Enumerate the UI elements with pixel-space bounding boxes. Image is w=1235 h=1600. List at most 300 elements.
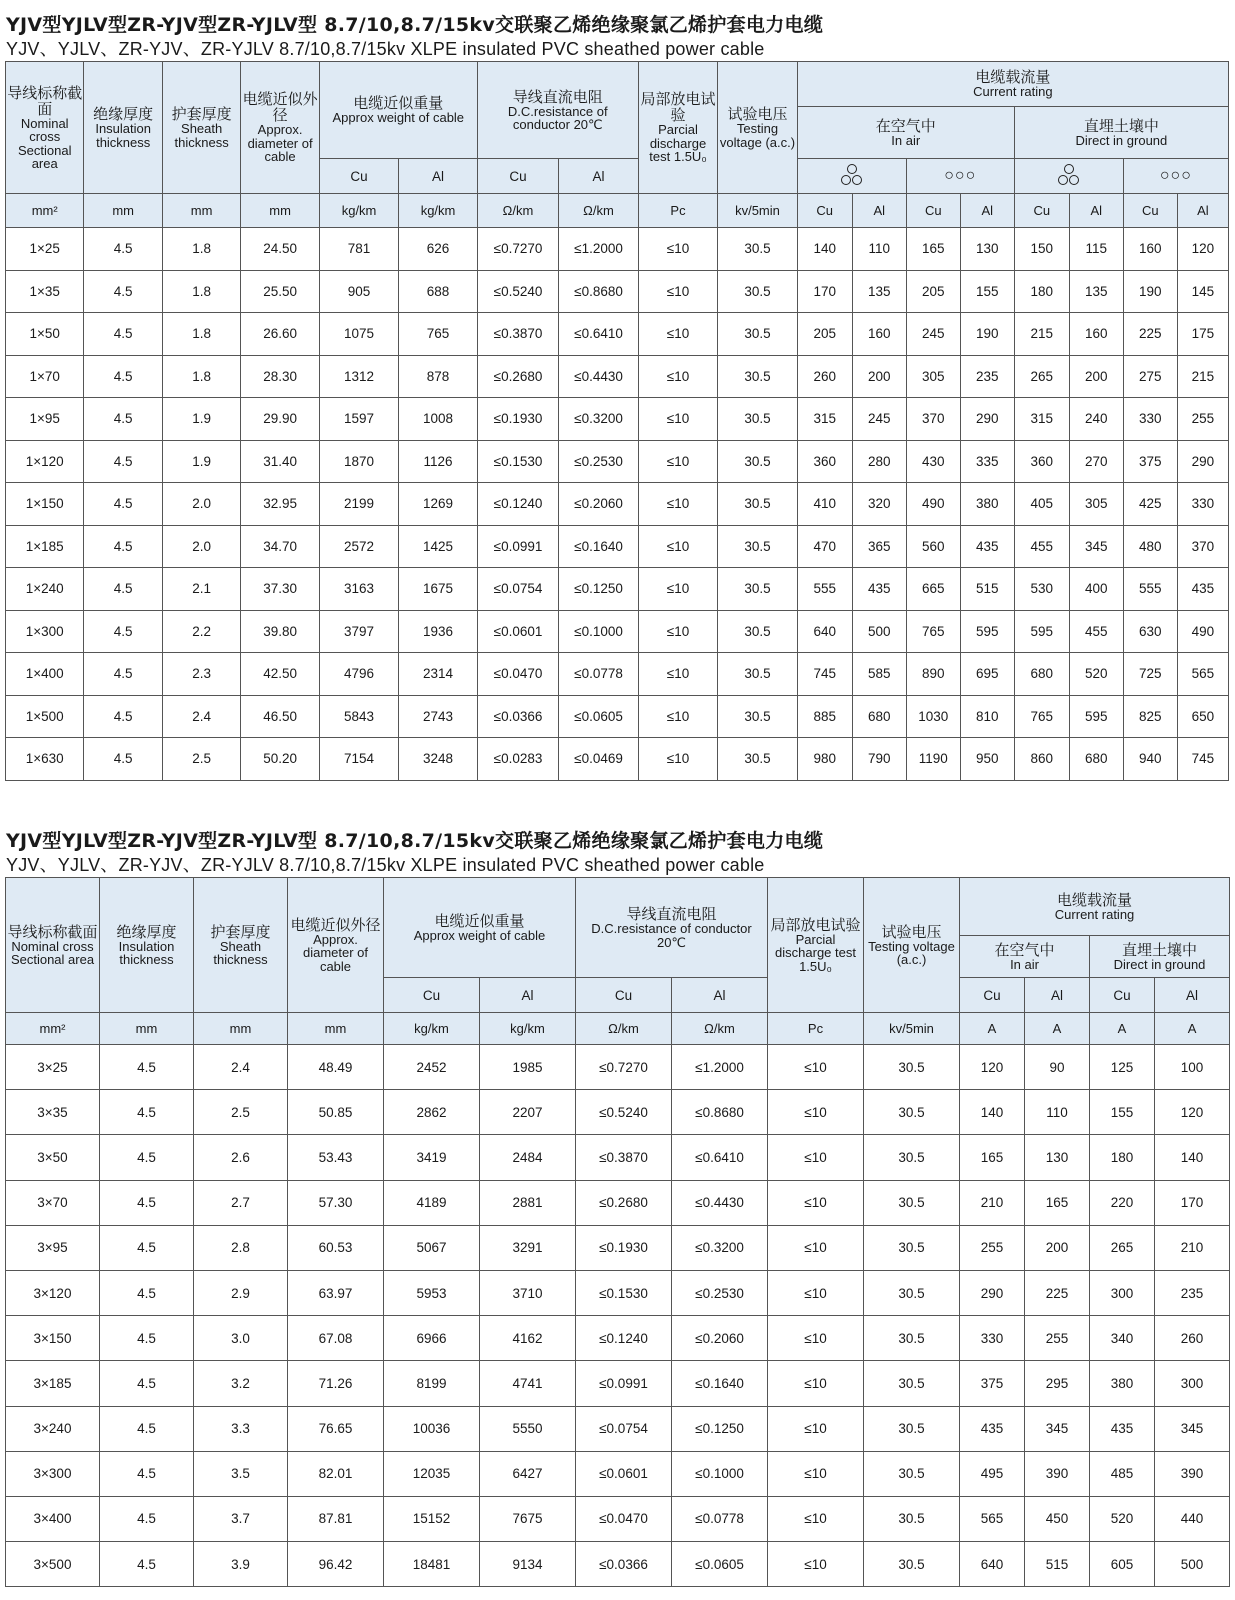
table-row [6,1225,1230,1270]
table-cell: ≤0.0754 [477,568,559,611]
table-cell: 1126 [399,440,477,483]
table-cell: 130 [1025,1135,1090,1180]
table-cell: 210 [960,1180,1025,1225]
table-cell: 315 [1014,398,1069,441]
table-cell: 29.90 [241,398,319,441]
table-cell: ≤10 [638,270,717,313]
single-core-cable-table [5,61,1229,781]
table-cell: 1597 [319,398,398,441]
table-cell: 3291 [480,1225,576,1270]
table-cell: 3.7 [194,1496,288,1541]
table-cell: 4189 [384,1180,480,1225]
table-cell: 878 [399,355,477,398]
table-cell: ≤0.2060 [559,483,639,526]
table-cell: 4.5 [84,525,162,568]
table-cell: 190 [1123,270,1177,313]
table-cell: ≤0.1640 [672,1361,768,1406]
table-cell: ≤10 [768,1316,864,1361]
table-cell: 560 [906,525,960,568]
table-cell: 745 [797,653,852,696]
table-cell: 10036 [384,1406,480,1451]
table-cell: 130 [960,228,1014,271]
table-cell: 1312 [319,355,398,398]
table-cell: 110 [1025,1090,1090,1135]
table-cell: 1×150 [6,483,84,526]
table-cell: 190 [960,313,1014,356]
table-cell: 7675 [480,1496,576,1541]
unit-cell: Al [1177,194,1228,228]
table-cell: 115 [1069,228,1123,271]
table-cell: 4.5 [100,1090,194,1135]
table-cell: ≤0.0470 [576,1496,672,1541]
table-cell: 1×240 [6,568,84,611]
table-cell: 30.5 [864,1225,960,1270]
table-cell: 180 [1014,270,1069,313]
table-cell: 245 [906,313,960,356]
table-cell: 280 [852,440,906,483]
table-cell: 1×50 [6,313,84,356]
table-cell: 4.5 [84,355,162,398]
table-cell: ≤0.5240 [477,270,559,313]
unit-cell: kg/km [399,194,477,228]
table-cell: 30.5 [864,1316,960,1361]
table-cell: ≤0.2530 [559,440,639,483]
table-cell: 390 [1025,1451,1090,1496]
table-cell: 1030 [906,695,960,738]
flat-air-icon: ○○○ [906,159,1014,194]
header-res-cu: Cu [477,159,559,194]
unit-cell: mm [288,1013,384,1045]
table-cell: 500 [852,610,906,653]
header-weight-cu: Cu [384,978,480,1013]
table-cell: ≤0.2060 [672,1316,768,1361]
table-row [6,738,1229,781]
table-cell: 695 [960,653,1014,696]
unit-cell: Al [852,194,906,228]
table-cell: 4162 [480,1316,576,1361]
table-cell: ≤10 [638,313,717,356]
table-cell: 30.5 [718,610,797,653]
table-cell: 490 [1177,610,1228,653]
table-cell: 980 [797,738,852,781]
table-cell: 30.5 [718,355,797,398]
table-cell: 1×630 [6,738,84,781]
table-cell: 30.5 [864,1270,960,1315]
table-cell: 220 [1090,1180,1155,1225]
unit-cell: Ω/km [477,194,559,228]
table-cell: 745 [1177,738,1228,781]
table-cell: 50.20 [241,738,319,781]
table-cell: 265 [1014,355,1069,398]
table-cell: 290 [960,1270,1025,1315]
table-cell: 3×240 [6,1406,100,1451]
table-cell: 3.0 [194,1316,288,1361]
table-cell: 215 [1014,313,1069,356]
table-cell: 5067 [384,1225,480,1270]
table-cell: 480 [1123,525,1177,568]
section2-title-en: YJV、YJLV、ZR-YJV、ZR-YJLV 8.7/10,8.7/15kv XLPE insulated PVC sheathed power cable [6,855,765,875]
table-cell: 160 [852,313,906,356]
table-cell: 1985 [480,1045,576,1090]
table-cell: 2.4 [162,695,240,738]
table-row [6,1180,1230,1225]
table-cell: 765 [1014,695,1069,738]
table-cell: 1×500 [6,695,84,738]
table-cell: 435 [960,525,1014,568]
table-cell: ≤0.1250 [559,568,639,611]
table-cell: 3×185 [6,1361,100,1406]
table-cell: 30.5 [718,398,797,441]
table-cell: 110 [852,228,906,271]
table-cell: 781 [319,228,398,271]
table-cell: 2.5 [162,738,240,781]
table-cell: 180 [1090,1135,1155,1180]
unit-cell: Pc [638,194,717,228]
table-cell: ≤10 [768,1406,864,1451]
table-cell: 450 [1025,1496,1090,1541]
header-insulation: 绝缘厚度 Insulation thickness [84,62,162,194]
unit-cell: Ω/km [672,1013,768,1045]
table-cell: 30.5 [864,1135,960,1180]
header-res-al: Al [672,978,768,1013]
table-cell: ≤10 [768,1496,864,1541]
table-cell: 790 [852,738,906,781]
table-cell: ≤10 [638,568,717,611]
table-row [6,1090,1230,1135]
table-cell: 9134 [480,1542,576,1587]
table-cell: ≤0.3870 [477,313,559,356]
header-current-rating: 电缆载流量 Current rating [960,878,1230,936]
table-cell: ≤1.2000 [559,228,639,271]
table-cell: ≤0.7270 [576,1045,672,1090]
table-cell: 34.70 [241,525,319,568]
table-cell: 30.5 [864,1406,960,1451]
table-cell: ≤0.1240 [477,483,559,526]
table-cell: 4.5 [84,440,162,483]
table-cell: 2572 [319,525,398,568]
table-cell: 1×120 [6,440,84,483]
table-cell: 380 [960,483,1014,526]
header-ground-cu: Cu [1090,978,1155,1013]
header-testing-voltage: 试验电压 Testing voltage (a.c.) [864,878,960,1013]
unit-cell: Ω/km [576,1013,672,1045]
table-cell: 390 [1155,1451,1230,1496]
header-in-ground: 直埋土壤中 Direct in ground [1014,107,1228,159]
table-cell: 30.5 [864,1496,960,1541]
table-cell: ≤10 [768,1542,864,1587]
table-cell: 3419 [384,1135,480,1180]
table-row [6,1406,1230,1451]
table-cell: 2484 [480,1135,576,1180]
table-cell: 225 [1025,1270,1090,1315]
table-cell: 4.5 [100,1542,194,1587]
table-cell: 39.80 [241,610,319,653]
table-cell: ≤0.0469 [559,738,639,781]
table-cell: 4.5 [100,1316,194,1361]
table-cell: 8199 [384,1361,480,1406]
table-cell: 255 [1177,398,1228,441]
table-cell: 1.8 [162,355,240,398]
table-cell: 53.43 [288,1135,384,1180]
table-cell: 2.2 [162,610,240,653]
table-cell: 4741 [480,1361,576,1406]
header-diameter: 电缆近似外径 Approx. diameter of cable [241,62,319,194]
table-row [6,355,1229,398]
table-cell: 345 [1025,1406,1090,1451]
table-cell: 205 [906,270,960,313]
table-cell: 4.5 [100,1496,194,1541]
table-cell: ≤0.7270 [477,228,559,271]
unit-cell: kg/km [480,1013,576,1045]
table-cell: 515 [1025,1542,1090,1587]
table-cell: 225 [1123,313,1177,356]
table-cell: 31.40 [241,440,319,483]
table-row [6,1451,1230,1496]
table-row [6,1316,1230,1361]
table-row [6,610,1229,653]
table-cell: 1269 [399,483,477,526]
table-cell: 18481 [384,1542,480,1587]
table-cell: 585 [852,653,906,696]
table-cell: 2.6 [194,1135,288,1180]
table-cell: ≤10 [638,695,717,738]
table-cell: 295 [1025,1361,1090,1406]
header-ground-al: Al [1155,978,1230,1013]
table-cell: ≤0.1530 [477,440,559,483]
table-cell: 4796 [319,653,398,696]
table-cell: 260 [1155,1316,1230,1361]
table-cell: 245 [852,398,906,441]
table-cell: 25.50 [241,270,319,313]
table-cell: 1×70 [6,355,84,398]
table-cell: 255 [960,1225,1025,1270]
table-cell: 170 [1155,1180,1230,1225]
header-resistance: 导线直流电阻 D.C.resistance of conductor 20℃ [477,62,638,159]
table-cell: 320 [852,483,906,526]
unit-cell: A [1155,1013,1230,1045]
table-row [6,1045,1230,1090]
unit-cell: mm [162,194,240,228]
unit-cell: Cu [1123,194,1177,228]
table-cell: 1×25 [6,228,84,271]
table-cell: 4.5 [84,313,162,356]
unit-cell: mm [241,194,319,228]
table-cell: ≤0.0778 [559,653,639,696]
unit-cell: mm² [6,1013,100,1045]
table-cell: 640 [797,610,852,653]
table-cell: 5550 [480,1406,576,1451]
table-cell: ≤0.0470 [477,653,559,696]
table-cell: 4.5 [100,1225,194,1270]
table-cell: 32.95 [241,483,319,526]
table-cell: 170 [797,270,852,313]
table-cell: 2199 [319,483,398,526]
table-cell: 26.60 [241,313,319,356]
header-area: 导线标称截面 Nominal cross Sectional area [6,878,100,1013]
table-cell: 425 [1123,483,1177,526]
table-cell: ≤0.1250 [672,1406,768,1451]
table-cell: 4.5 [84,398,162,441]
table-cell: 335 [960,440,1014,483]
table-cell: 165 [1025,1180,1090,1225]
table-cell: 150 [1014,228,1069,271]
table-cell: 100 [1155,1045,1230,1090]
table-cell: ≤0.0366 [477,695,559,738]
table-cell: ≤0.0601 [477,610,559,653]
table-cell: 76.65 [288,1406,384,1451]
table-cell: ≤10 [638,355,717,398]
table-cell: 435 [1177,568,1228,611]
table-cell: 1×35 [6,270,84,313]
table-cell: 1×400 [6,653,84,696]
table-cell: 1.9 [162,440,240,483]
table-cell: 626 [399,228,477,271]
table-cell: 1.9 [162,398,240,441]
table-cell: 520 [1069,653,1123,696]
table-cell: ≤0.2680 [477,355,559,398]
table-cell: 1×300 [6,610,84,653]
header-air-cu: Cu [960,978,1025,1013]
table-cell: 155 [1090,1090,1155,1135]
table-cell: 365 [852,525,906,568]
table-cell: ≤0.0601 [576,1451,672,1496]
table-cell: 30.5 [718,738,797,781]
table-cell: 1425 [399,525,477,568]
header-insulation: 绝缘厚度 Insulation thickness [100,878,194,1013]
table-cell: ≤0.2680 [576,1180,672,1225]
table-cell: ≤0.8680 [559,270,639,313]
table-cell: 120 [1177,228,1228,271]
header-weight-al: Al [399,159,477,194]
table-cell: 235 [1155,1270,1230,1315]
header-weight-al: Al [480,978,576,1013]
table-cell: 275 [1123,355,1177,398]
table-cell: 430 [906,440,960,483]
header-weight: 电缆近似重量 Approx weight of cable [384,878,576,978]
table-cell: ≤0.8680 [672,1090,768,1135]
table-cell: 2314 [399,653,477,696]
table-cell: 2.5 [194,1090,288,1135]
table-cell: 60.53 [288,1225,384,1270]
table-cell: 2743 [399,695,477,738]
table-cell: ≤10 [768,1045,864,1090]
table-cell: 30.5 [864,1180,960,1225]
table-cell: 2.7 [194,1180,288,1225]
table-cell: 3.3 [194,1406,288,1451]
table-cell: 300 [1090,1270,1155,1315]
table-cell: 6966 [384,1316,480,1361]
table-cell: 200 [1025,1225,1090,1270]
table-cell: 30.5 [718,483,797,526]
table-row [6,568,1229,611]
table-cell: 4.5 [100,1451,194,1496]
table-cell: 63.97 [288,1270,384,1315]
table-cell: ≤1.2000 [672,1045,768,1090]
table-cell: 4.5 [100,1135,194,1180]
table-cell: 6427 [480,1451,576,1496]
table-cell: 4.5 [84,568,162,611]
table-cell: 360 [797,440,852,483]
table-cell: ≤10 [638,525,717,568]
table-cell: 140 [960,1090,1025,1135]
header-weight-cu: Cu [319,159,398,194]
table-cell: 565 [960,1496,1025,1541]
table-cell: 4.5 [84,695,162,738]
table-cell: ≤0.1640 [559,525,639,568]
section1-title-en: YJV、YJLV、ZR-YJV、ZR-YJLV 8.7/10,8.7/15kv XLPE insulated PVC sheathed power cable [6,39,765,59]
table-cell: 30.5 [864,1542,960,1587]
table-cell: ≤10 [768,1135,864,1180]
table-cell: 37.30 [241,568,319,611]
table-cell: 135 [1069,270,1123,313]
table-cell: 2.4 [194,1045,288,1090]
table-cell: 120 [1155,1090,1230,1135]
trefoil-air-icon [797,159,906,194]
table-cell: 30.5 [864,1090,960,1135]
table-cell: 520 [1090,1496,1155,1541]
table-cell: ≤0.1240 [576,1316,672,1361]
header-partial-discharge: 局部放电试验 Parcial discharge test 1.5U₀ [638,62,717,194]
unit-cell: kv/5min [718,194,797,228]
trefoil-ground-icon [1014,159,1123,194]
unit-cell: mm [100,1013,194,1045]
table-cell: 680 [1014,653,1069,696]
table-cell: 3.5 [194,1451,288,1496]
table-cell: 405 [1014,483,1069,526]
unit-cell: mm [84,194,162,228]
table-cell: 305 [1069,483,1123,526]
table-cell: 765 [906,610,960,653]
table-cell: 205 [797,313,852,356]
table-cell: 3×70 [6,1180,100,1225]
table-cell: ≤0.0283 [477,738,559,781]
table-cell: 370 [1177,525,1228,568]
table-cell: 2862 [384,1090,480,1135]
table-cell: 160 [1123,228,1177,271]
table-cell: 890 [906,653,960,696]
table-cell: 175 [1177,313,1228,356]
table-cell: 2881 [480,1180,576,1225]
table-cell: 3×120 [6,1270,100,1315]
table-cell: 82.01 [288,1451,384,1496]
table-row [6,270,1229,313]
table-cell: ≤0.0605 [672,1542,768,1587]
table-row [6,1361,1230,1406]
header-in-air: 在空气中 In air [797,107,1014,159]
unit-cell: Al [960,194,1014,228]
table-cell: ≤10 [768,1090,864,1135]
table-cell: 375 [1123,440,1177,483]
table-cell: 30.5 [718,270,797,313]
table-cell: 290 [960,398,1014,441]
table-cell: 370 [906,398,960,441]
table-cell: 410 [797,483,852,526]
table-cell: 300 [1155,1361,1230,1406]
table-cell: 3163 [319,568,398,611]
section2-title-zh: YJV型YJLV型ZR-YJV型ZR-YJLV型 8.7/10,8.7/15kv交联聚乙烯绝缘聚氯乙烯护套电力电缆 [6,830,824,852]
table-cell: 2.8 [194,1225,288,1270]
table-cell: 3.9 [194,1542,288,1587]
table-cell: 200 [1069,355,1123,398]
table-cell: 435 [852,568,906,611]
table-cell: 435 [1090,1406,1155,1451]
flat-ground-icon: ○○○ [1123,159,1228,194]
table-cell: 7154 [319,738,398,781]
table-cell: 57.30 [288,1180,384,1225]
header-in-air: 在空气中 In air [960,936,1090,978]
table-cell: 330 [1123,398,1177,441]
unit-cell: mm [194,1013,288,1045]
